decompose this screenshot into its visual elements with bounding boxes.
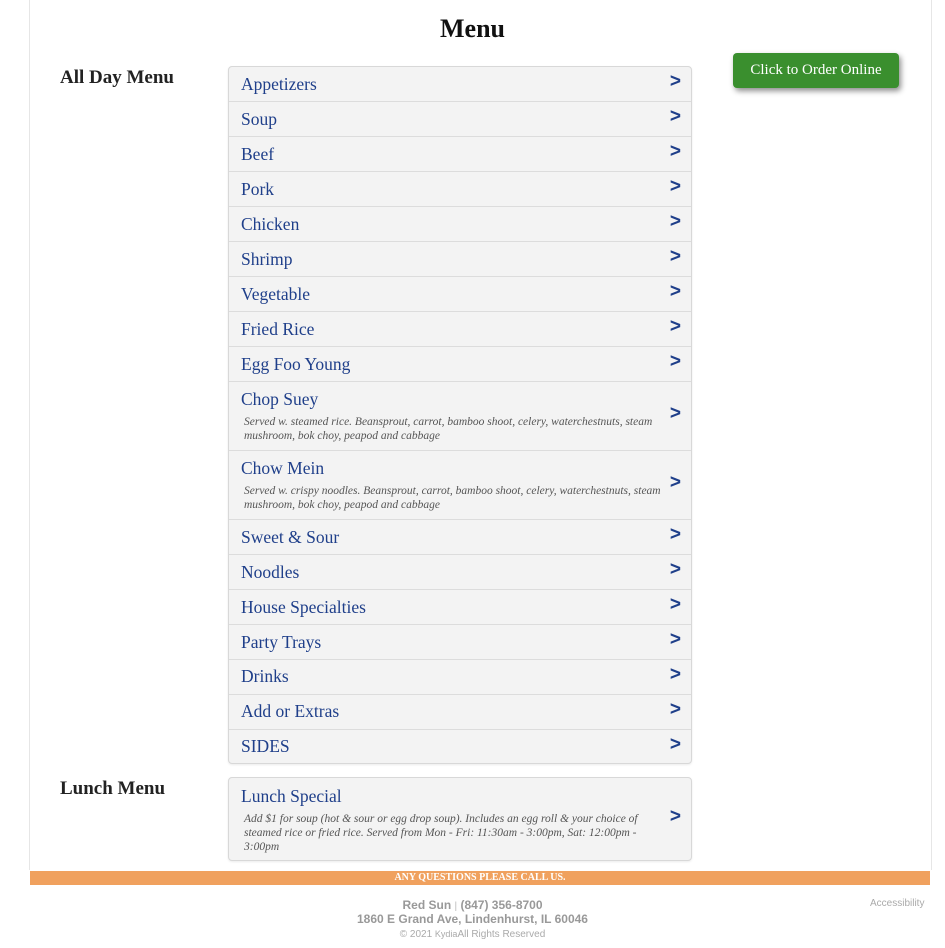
category-label: Chicken bbox=[241, 214, 300, 234]
chevron-right-icon: > bbox=[669, 350, 681, 372]
footer-contact bbox=[0, 898, 945, 912]
chevron-right-icon: > bbox=[669, 175, 681, 197]
all-day-menu-list bbox=[228, 66, 692, 764]
category-label: Chow Mein bbox=[241, 458, 325, 478]
chevron-right-icon: > bbox=[669, 280, 681, 302]
category-label: Noodles bbox=[241, 562, 300, 582]
accessibility-link[interactable]: Accessibility bbox=[870, 898, 925, 909]
chevron-right-icon: > bbox=[669, 315, 681, 337]
copyright-text: © 2021 bbox=[399, 929, 433, 940]
category-label: House Specialties bbox=[241, 597, 366, 617]
category-label: Party Trays bbox=[241, 632, 322, 652]
category-description: Served w. crispy noodles. Beansprout, carrot, bamboo shoot, celery, waterchestnuts, steam mushroom, bok choy, peapod and cabbage bbox=[244, 485, 661, 511]
category-chow-mein[interactable] bbox=[229, 450, 691, 519]
chevron-right-icon: > bbox=[669, 471, 681, 493]
category-lunch-special[interactable] bbox=[229, 778, 691, 860]
category-label: Sweet & Sour bbox=[241, 527, 340, 547]
order-online-button[interactable]: Click to Order Online bbox=[733, 53, 899, 88]
category-label: Appetizers bbox=[241, 74, 317, 94]
chevron-right-icon: > bbox=[669, 245, 681, 267]
category-label: Pork bbox=[241, 179, 275, 199]
kydia-link[interactable]: Kydia bbox=[434, 929, 458, 939]
chevron-right-icon: > bbox=[669, 805, 681, 827]
footer-address: 1860 E Grand Ave, Lindenhurst, IL 60046 bbox=[357, 912, 588, 926]
category-label: Drinks bbox=[241, 666, 289, 686]
chevron-right-icon: > bbox=[669, 70, 681, 92]
category-egg-foo-young[interactable] bbox=[229, 346, 691, 381]
category-label: Chop Suey bbox=[241, 389, 319, 409]
chevron-right-icon: > bbox=[669, 593, 681, 615]
category-fried-rice[interactable] bbox=[229, 311, 691, 346]
category-label: SIDES bbox=[241, 736, 290, 756]
chevron-right-icon: > bbox=[669, 140, 681, 162]
chevron-right-icon: > bbox=[669, 628, 681, 650]
call-us-notice: ANY QUESTIONS PLEASE CALL US. bbox=[30, 871, 930, 885]
category-label: Fried Rice bbox=[241, 319, 315, 339]
category-appetizers[interactable] bbox=[229, 67, 691, 101]
category-description: Served w. steamed rice. Beansprout, carrot, bamboo shoot, celery, waterchestnuts, steam mushroom, bok choy, peapod and cabbage bbox=[244, 416, 653, 442]
category-house-specialties[interactable] bbox=[229, 589, 691, 624]
phone-link[interactable]: (847) 356-8700 bbox=[460, 898, 543, 912]
category-drinks[interactable] bbox=[229, 659, 691, 694]
category-pork[interactable] bbox=[229, 171, 691, 206]
category-soup[interactable] bbox=[229, 101, 691, 136]
rights-text: All Rights Reserved bbox=[457, 929, 546, 940]
category-description: Add $1 for soup (hot & sour or egg drop soup). Includes an egg roll & your choice of steamed rice or fried rice. Served from Mon - Fri: 11:30am - 3:00pm, Sat: 12:00pm - 3:00pm bbox=[244, 813, 638, 853]
chevron-right-icon: > bbox=[669, 210, 681, 232]
chevron-right-icon: > bbox=[669, 558, 681, 580]
category-chicken[interactable] bbox=[229, 206, 691, 241]
category-shrimp[interactable] bbox=[229, 241, 691, 276]
lunch-menu-list bbox=[228, 777, 692, 861]
category-label: Beef bbox=[241, 144, 275, 164]
category-label: Add or Extras bbox=[241, 701, 340, 721]
page-title: Menu bbox=[440, 14, 505, 43]
category-label: Vegetable bbox=[241, 284, 310, 304]
category-sides[interactable] bbox=[229, 729, 691, 763]
chevron-right-icon: > bbox=[669, 523, 681, 545]
category-party-trays[interactable] bbox=[229, 624, 691, 659]
chevron-right-icon: > bbox=[669, 402, 681, 424]
category-sweet-sour[interactable] bbox=[229, 519, 691, 554]
category-label: Shrimp bbox=[241, 249, 293, 269]
footer-copyright bbox=[0, 929, 945, 940]
restaurant-name: Red Sun bbox=[402, 898, 452, 912]
category-label: Lunch Special bbox=[241, 786, 342, 806]
category-noodles[interactable] bbox=[229, 554, 691, 589]
category-label: Egg Foo Young bbox=[241, 354, 351, 374]
category-add-or-extras[interactable] bbox=[229, 694, 691, 729]
category-vegetable[interactable] bbox=[229, 276, 691, 311]
chevron-right-icon: > bbox=[669, 105, 681, 127]
chevron-right-icon: > bbox=[669, 663, 681, 685]
lunch-menu-title: Lunch Menu bbox=[60, 778, 166, 799]
category-label: Soup bbox=[241, 109, 277, 129]
footer-separator: | bbox=[454, 901, 458, 912]
category-chop-suey[interactable] bbox=[229, 381, 691, 450]
all-day-menu-title: All Day Menu bbox=[60, 67, 174, 88]
chevron-right-icon: > bbox=[669, 733, 681, 755]
chevron-right-icon: > bbox=[669, 698, 681, 720]
category-beef[interactable] bbox=[229, 136, 691, 171]
